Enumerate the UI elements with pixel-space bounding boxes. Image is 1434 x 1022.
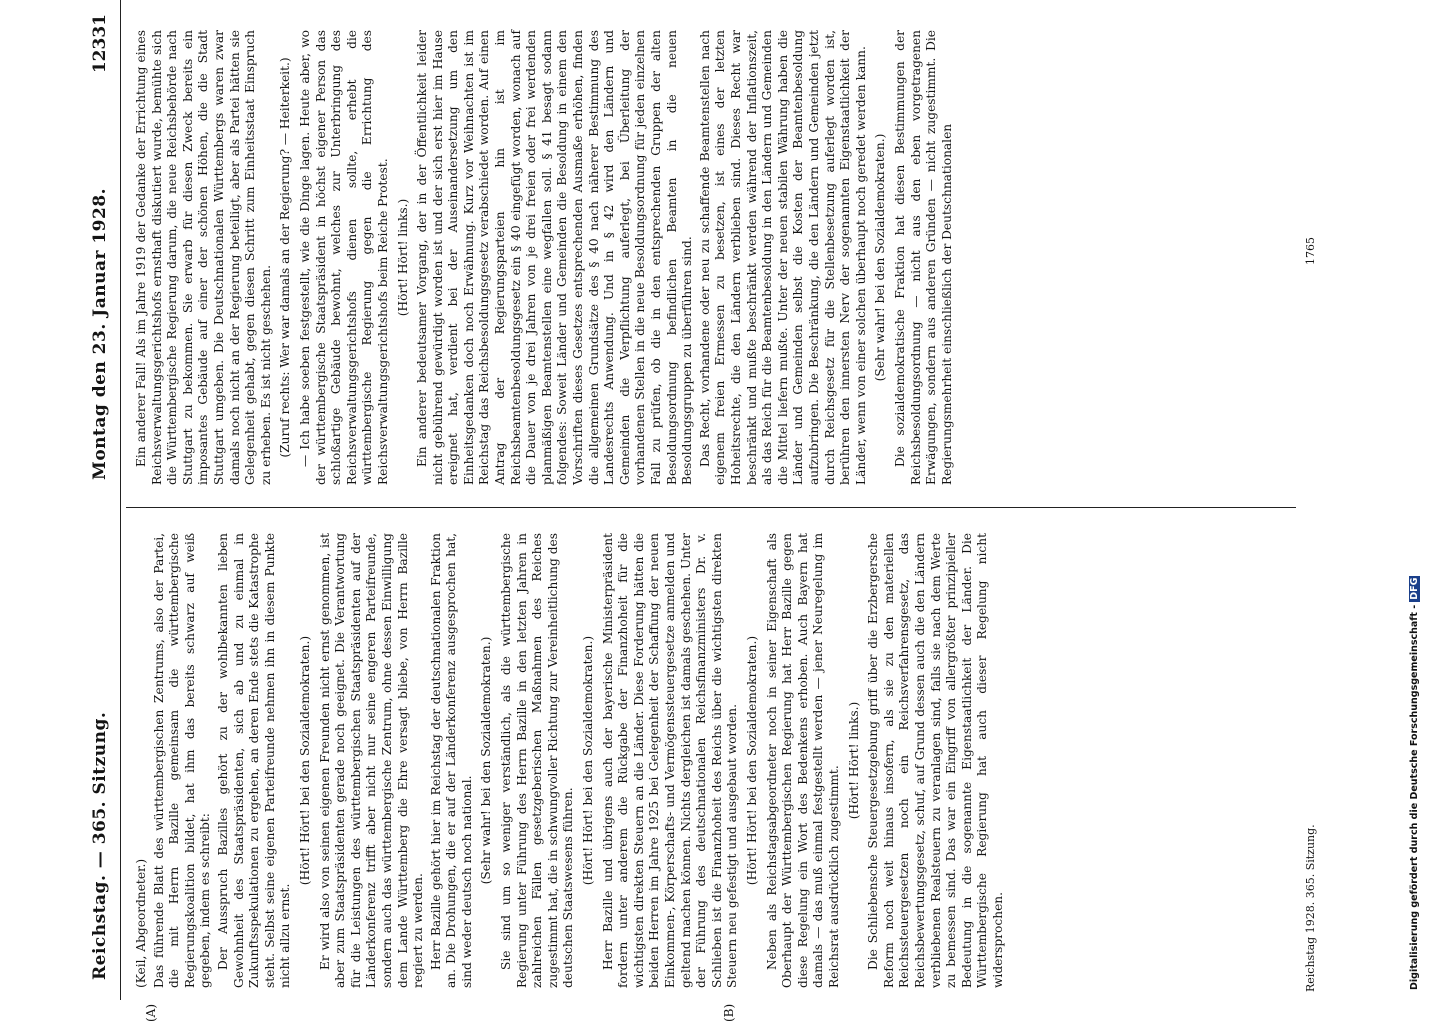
interjection: (Hört! Hört! bei den Sozialdemokraten.) [744,635,759,886]
interjection: (Hört! Hört! links.) [846,701,861,820]
margin-marker-b: (B) [722,1003,736,1022]
paragraph: Das Recht, vorhandene oder neu zu schaffende Beamtenstellen nach eigenem freien Ermessen zu besetzen, ist eines der letzten Hoheitsrechte, die den Ländern verblieben sind. Dieses Recht war beschränkt und mußte beschränkt werden während der Inflationszeit, als das Reich für die Beamtenbesoldung in den Ländern und Gemeinden die Mittel liefern mußte. Unter der neuen stabilen Währung haben die Länder und Gemeinden selbst die Kosten der Beamtenbesoldung aufzubringen. Die Beschränkung, die den Ländern und Gemeinden jetzt durch Reichsgesetz für die Stellenbesetzung auferlegt worden ist, berühren den innersten Nerv der sogenannten Eigenstaatlichkeit der Länder, wenn von einer solchen überhaupt noch geredet werden kann. [697,30,868,485]
paragraph: Ein anderer bedeutsamer Vorgang, der in der Öffentlichkeit leider nicht gebührend gewürdigt worden ist und der sich erst hier im Hause ereignet hat, verdient bei der Auseinandersetzung um den Einheitsgedanken doch noch Erwähnung. Kurz vor Weihnachten ist im Reichstag das Reichsbesoldungsgesetz verabschiedet worden. Auf einen Antrag der Regierungsparteien hin ist im Reichsbeamtenbesoldungsgesetz ein § 40 eingefügt worden, wonach auf die Dauer von je drei Jahren von je drei freien oder frei werdenden planmäßigen Beamtenstellen eine wegfallen soll. § 41 besagt sodann folgendes: Soweit Länder und Gemeinden die Besoldung in einem den Vorschriften dieses Gesetzes entsprechenden Ausmaße erhöhen, finden die allgemeinen Grundsätze des § 40 nach näherer Bestimmung des Landesrechts Anwendung. Und in § 42 wird den Ländern und Gemeinden die Verpflichtung auferlegt, bei Überleitung der vorhandenen Stellen in die neue Besoldungsordnung für jeden einzelnen Fall zu prüfen, ob die in den entsprechenden Gruppen der alten Besoldungsordnung befindlichen Beamten in die neuen Besoldungsgruppen zu überführen sind. [415,30,695,485]
interjection: (Hört! Hört! bei den Sozialdemokraten.) [581,635,596,886]
digitization-note-text [1409,10,1420,990]
paragraph: Herr Bazille gehört hier im Reichstag der deutschnationalen Fraktion an. Die Drohungen, die er auf der Länderkonferenz ausgesprochen hat, sind weder deutsch noch national. [428,533,474,988]
footer-page-code: 1765 [1304,237,1317,265]
footer-left: Reichstag 1928. 365. Sitzung. [1304,824,1317,992]
digitization-note-label: Digitalisierung gefördert durch die Deutsche Forschungsgemeinschaft - [1409,604,1420,990]
rotated-document-page [82,0,1342,1022]
interjection: (Zuruf rechts: Wer war damals an der Regierung? — Heiterkeit.) [278,57,293,458]
interjection: (Hört! Hört! links.) [395,198,410,317]
interjection: (Sehr wahr! bei den Sozialdemokraten.) [873,133,888,382]
paragraph: Das führende Blatt des württembergischen Zentrums, also der Partei, die mit Herrn Bazille gemeinsam die württembergische Regierungskoalition bildet, hat ihm das bereits schwarz auf weiß gegeben, indem es schreibt: [151,533,213,988]
interjection: (Sehr wahr! bei den Sozialdemokraten.) [479,636,494,885]
page-footer [1304,0,1324,1000]
text-column-right [134,30,957,485]
paragraph: Sie sind um so weniger verständlich, als die württembergische Regierung unter Führung des Herrn Bazille in den letzten Jahren in zahlreichen Fällen gesetzgeberischen Maßnahmen des Reiches zugestimmt hat, die in schwungvoller Richtung zur Vereinheitlichung des deutschen Staatswesens führen. [499,533,576,988]
interjection: (Hört! Hört! bei den Sozialdemokraten.) [297,635,312,886]
page-header [82,0,121,1000]
paragraph: Neben als Reichstagsabgeordneter noch in seiner Eigenschaft als Oberhaupt der Württembergischen Regierung hat Herr Bazille gegen diese Regelung ein Wort des Bedenkens erhoben. Auch Bayern hat damals — das muß einmal festgestellt werden — jener Neuregelung im Reichsrat ausdrücklich zugestimmt. [764,533,841,988]
paragraph: Die sozialdemokratische Fraktion hat diesen Bestimmungen der Reichsbesoldungsordnung — nicht aus den eben vorgetragenen Erwägungen, sondern aus anderen Gründen — nicht zugestimmt. Die Regierungsmehrheit einschließlich der Deutschnationalen [892,30,954,485]
column-divider [126,507,1296,508]
paragraph: Die Schliebensche Steuergesetzgebung griff über die Erzbergersche Reform noch weit hinaus insofern, als sie zu den materiellen Reichssteuergesetzen noch ein Reichsverfahrensgesetz, das Reichsbewertungsgesetz, schuf, auf Grund dessen auch die den Ländern verbliebenen Realsteuern zu veranlagen sind, falls sie nach dem Werte zu bemessen sind. Das war ein Eingriff von allergrößter prinzipieller Bedeutung in die sogenannte Eigenstaatlichkeit der Länder. Die Württembergische Regierung hat auch dieser Regelung nicht widersprochen. [866,533,1005,988]
header-date: Montag den 23. Januar 1928. [90,187,110,480]
paragraph: Er wird also von seinen eigenen Freunden nicht ernst genommen, ist aber zum Staatspräsidenten gerade noch geeignet. Die Verantwortung für die Leistungen des württembergischen Staatspräsidenten auf der Länderkonferenz trifft aber nicht nur seine engeren Parteifreunde, sondern auch das württembergische Zentrum, ohne dessen Einwilligung dem Lande Württemberg die Ehre versagt bliebe, von Herrn Bazille regiert zu werden. [317,533,426,988]
dfg-logo: DFG [1409,577,1420,600]
header-left: Reichstag. — 365. Sitzung. [90,711,110,980]
paragraph: — Ich habe soeben festgestellt, wie die Dinge lagen. Heute aber, wo der württembergische Staatspräsident in höchst eigener Person das schloßartige Gebäude bewohnt, welches zur Unterbringung des Reichsverwaltungsgerichtshofs dienen sollte, erhebt die württembergische Regierung gegen die Errichtung des Reichsverwaltungsgerichtshofs beim Reiche Protest. [297,30,390,485]
paragraph: Ein anderer Fall! Als im Jahre 1919 der Gedanke der Errichtung eines Reichsverwaltungsgerichtshofs ernsthaft diskutiert wurde, bemühte sich die Württembergische Regierung darum, die neue Reichsbehörde nach Stuttgart zu bekommen. Sie erwarb für diesen Zweck bereits ein imposantes Gebäude auf einer der schönen Höhen, die die Stadt Stuttgart umgeben. Die Deutschnationalen Württembergs waren zwar damals noch nicht an der Regierung beteiligt, aber als Partei hätten sie Gelegenheit gehabt, gegen diesen Schritt zum Einheitsstaat Einspruch zu erheben. Es ist nicht geschehen. [134,30,273,485]
paragraph: (Keil, Abgeordneter.) [134,858,148,988]
paragraph: Der Ausspruch Bazilles gehört zu der wohlbekannten lieben Gewohnheit des Staatspräsidenten, sich ab und zu einmal in Zukunftsspekulationen zu ergehen, an deren Ende stets die Katastrophe steht. Selbst seine eigenen Parteifreunde nehmen ihn in diesem Punkte nicht allzu ernst. [215,533,293,988]
paragraph: Herr Bazille und übrigens auch der bayerische Ministerpräsident fordern unter anderem die Rückgabe der Finanzhoheit für die wichtigsten direkten Steuern an die Länder. Diese Forderung hätten die beiden Herren im Jahre 1925 bei Gelegenheit der Schaffung der neuen Einkommen-, Körperschafts- und Vermögenssteuergesetze anmelden und geltend machen können. Nichts dergleichen ist damals geschehen. Unter der Führung des deutschnationalen Reichsfinanzministers Dr. v. Schlieben ist die Finanzhoheit des Reichs über die wichtigsten direkten Steuern neu gefestigt und ausgebaut worden. [600,533,740,988]
digitization-note [1405,10,1427,990]
page-number: 12331 [90,14,110,74]
text-column-left [134,533,1008,988]
margin-marker-a: (A) [144,1003,158,1022]
